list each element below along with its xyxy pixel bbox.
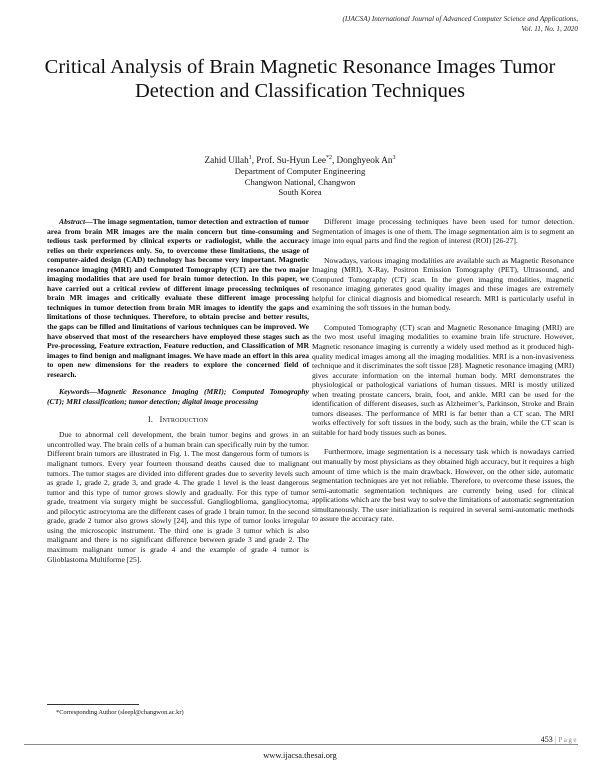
author-line (120, 153, 480, 166)
page-number-value: 453 (540, 735, 553, 744)
journal-name: (IJACSA) International Journal of Advanced Computer Science and Applications, (342, 15, 578, 23)
section-title: Introduction (159, 415, 209, 425)
author-3-name: , Donghyeok An (331, 155, 393, 166)
page-word: Page (558, 736, 578, 744)
affiliation-country: South Korea (278, 187, 322, 198)
abstract-label: Abstract (59, 217, 86, 226)
abstract-text: —The image segmentation, tumor detection and extraction of tumor area from brain MR images are the main concern but time-consuming and tedious task performed by clinical experts or radiologist, while the accuracy relies on their experiences only. So, to overcome these limitations, the usage of computer-aided design (CAD) technology has become very important. Magnetic resonance imaging (MRI) and Computed Tomography (CT) are the two major imaging modalities that are used for brain tumor detection. In this paper, we have carried out a critical review of different image processing techniques of brain MR images and critically evaluate these different image processing techniques in tumor detection from brain MR images to identify the gaps and limitations of those techniques. Therefore, to obtain precise and better results, the gaps can be filled and limitations of various techniques can be improved. We have observed that most of the researchers have employed these stages such as Pre-processing, Feature extraction, Feature reduction, and Classification of MR images to find benign and malignant images. We have made an effort in this area to open new dimensions for the readers to explore the concerned field of research. (47, 217, 309, 379)
footnote: *Corresponding Author (sleepl@changwon.ac.kr) (56, 709, 184, 716)
journal-volume: Vol. 11, No. 1, 2020 (521, 24, 578, 33)
right-column (312, 217, 574, 534)
body-paragraph: Nowadays, various imaging modalities are available such as Magnetic Resonance Imaging (MRI), X-Ray, Positron Emission Tomography (PET), Ultrasound, and Computed Tomography (CT) scan. In the given imaging modalities, magnetic resonance imaging generates good quality images and these images are extremely helpful for clinical diagnosis and biomedical research. MRI is particularly useful in examining the soft tissues in the human body. (312, 255, 574, 313)
author-2-name: , Prof. Su-Hyun Lee (251, 155, 326, 166)
author-1-name: Zahid Ullah (204, 155, 249, 166)
author-1-mark: 1 (248, 155, 252, 161)
body-paragraph: Different image processing techniques have been used for tumor detection. Segmentation of images is one of them. The image segmentation aim is to segment an image into equal parts and find the region of interest (ROI) [26-27]. (312, 217, 574, 246)
section-heading (47, 415, 309, 425)
keywords-label: Keywords (59, 387, 90, 397)
journal-url[interactable]: www.ijacsa.thesai.org (263, 751, 337, 760)
section-number: I. (147, 415, 154, 425)
abstract (47, 217, 309, 379)
footnote-divider (47, 704, 139, 705)
author-3-mark: 3 (392, 155, 396, 161)
journal-header (158, 15, 578, 34)
paper-title: Critical Analysis of Brain Magnetic Resonance Images Tumor Detection and Classification Techniques (44, 56, 556, 102)
footer-divider (24, 744, 578, 745)
keywords-text: —Magnetic Resonance Imaging (MRI); Computed Tomography (CT); MRI classification; tumor detection; digital image processing (47, 387, 309, 406)
body-paragraph: Furthermore, image segmentation is a necessary task which is nowadays carried out manually by most physicians as they obtained high accuracy, but it requires a high amount of time which is the main drawback. However, on the other side, automatic segmentation techniques are yet not reliable. Therefore, to overcome these issues, the semi-automatic segmentation techniques are currently being used for clinical applications which are the best way to solve the limitations of automatic segmentation simultaneously. The user initialization is required in several semi-automatic methods to assure the accuracy rate. (312, 447, 574, 524)
affiliation-department: Department of Computer Engineering (234, 166, 366, 176)
author-2-mark: *2 (325, 155, 332, 161)
body-paragraph: Due to abnormal cell development, the brain tumor begins and grows in an uncontrolled way. The brain cells of a human brain can specifically ruin by the tumor. Different brain tumors are illustrated in Fig. 1. The most dangerous form of tumors is malignant tumors. Every year fourteen thousand deaths caused due to malignant tumors. The tumor stages are divided into different grades due to severity levels such as grade 1, grade 2, grade 3, and grade 4. The grade 1 level is the least dangerous tumor and this type of tumor grows slowly and gradually. For this type of tumor grade, treatment via surgery might be successful. Gangliogblioma, gangliocytoma, and pilocytic astrocytoma are the different cases of grade 1 brain tumor. In the second grade, grade 2 tumor also grows slowly [24], and this type of tumor looks irregular using the microscopic instrument. The third one is grade 3 tumor which is also malignant and there is no significant difference between grade 3 and grade 2. The maximum malignant tumor is grade 4 and the example of grade 4 tumor is Glioblastoma Multiforme [25]. (47, 430, 309, 564)
affiliation (120, 166, 480, 198)
body-paragraph: Computed Tomography (CT) scan and Magnetic Resonance Imaging (MRI) are the two most useful imaging modalities to examine brain life structure. However, Magnetic resonance imaging is currently a widely used method as it produced high-quality medical images among all the imaging modalities. MRI is a non-invasiveness technique and it discriminates the soft tissue [28]. Magnetic resonance imaging (MRI) gives accurate information on the internal human body. MRI demonstrates the physiological or pathological variations of human tissues. MRI is mostly utilized when treating prostate cancers, brain, foot, and ankle. MRI can be used for the identification of different diseases, such as Alzheimer’s, Parkinson, Stroke and Brain tumors diseases. The performance of MRI is far better than a CT scan. The MRI works effectively for soft tissues in the body, such as the brain, while the CT scan is suitable for hard body tissues such as bones. (312, 322, 574, 437)
affiliation-university: Changwon National, Changwon (244, 176, 356, 187)
page-number-separator: | (552, 735, 559, 744)
left-column (47, 217, 309, 564)
keywords (47, 387, 309, 406)
